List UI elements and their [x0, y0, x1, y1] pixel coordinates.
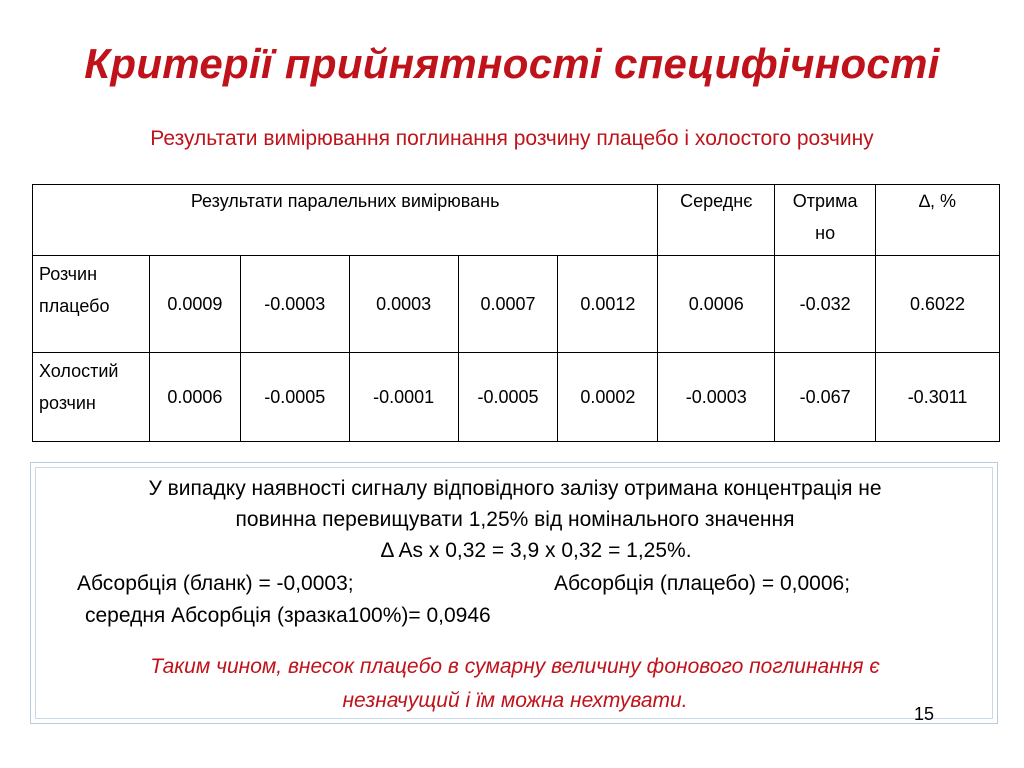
- cell-value: 0.0003: [349, 256, 458, 353]
- note-line-2: повинна перевищувати 1,25% від номінального значення: [235, 508, 795, 531]
- header-delta: ∆, %: [876, 185, 1000, 256]
- row-label-placebo: [33, 256, 150, 353]
- cell-mean: 0.0006: [658, 256, 775, 353]
- table-header-row: [33, 185, 1000, 256]
- table-row: [33, 256, 1000, 353]
- cell-obtained: -0.032: [775, 256, 876, 353]
- conclusion-line-1: Таким чином, внесок плацебо в сумарну величину фонового поглинання є: [150, 655, 880, 678]
- note-blank-absorbance: Абсорбція (бланк) = -0,0003;: [77, 572, 354, 595]
- cell-obtained: -0.067: [775, 353, 876, 442]
- header-obtained: [775, 185, 876, 256]
- note-mean-sample-absorbance: середня Абсорбція (зразка100%)= 0,0946: [85, 604, 491, 627]
- slide-subtitle: Результати вимірювання поглинання розчину плацебо і холостого розчину: [150, 127, 874, 150]
- header-obtained-line2: но: [815, 223, 836, 243]
- conclusion-line-2: незначущий і їм можна нехтувати.: [342, 689, 688, 712]
- cell-delta: -0.3011: [876, 353, 1000, 442]
- note-box: [30, 462, 998, 724]
- cell-value: 0.0009: [149, 256, 240, 353]
- cell-value: 0.0012: [558, 256, 658, 353]
- cell-value: 0.0002: [558, 353, 658, 442]
- row-label-line2: розчин: [39, 393, 96, 413]
- header-parallel-measurements: Результати паралельних вимірювань: [33, 185, 658, 256]
- cell-value: 0.0006: [149, 353, 240, 442]
- cell-value: -0.0003: [240, 256, 349, 353]
- row-label-line2: плацебо: [39, 296, 110, 316]
- cell-delta: 0.6022: [876, 256, 1000, 353]
- header-obtained-line1: Отрима: [792, 191, 858, 211]
- cell-value: -0.0005: [458, 353, 558, 442]
- note-line-1: У випадку наявності сигналу відповідного залізу отримана концентрація не: [148, 477, 882, 500]
- header-mean: Середнє: [658, 185, 775, 256]
- cell-value: -0.0005: [240, 353, 349, 442]
- note-placebo-absorbance: Абсорбція (плацебо) = 0,0006;: [554, 572, 851, 595]
- cell-value: 0.0007: [458, 256, 558, 353]
- results-table: [32, 184, 1000, 442]
- page-number: 15: [914, 704, 935, 724]
- row-label-blank: [33, 353, 150, 442]
- row-label-line1: Холостий: [39, 361, 119, 381]
- row-label-line1: Розчин: [39, 264, 98, 284]
- slide-title: Критерії прийнятності специфічності: [84, 40, 940, 87]
- cell-value: -0.0001: [349, 353, 458, 442]
- cell-mean: -0.0003: [658, 353, 775, 442]
- table-row: [33, 353, 1000, 442]
- note-formula: ∆ As x 0,32 = 3,9 x 0,32 = 1,25%.: [381, 539, 692, 562]
